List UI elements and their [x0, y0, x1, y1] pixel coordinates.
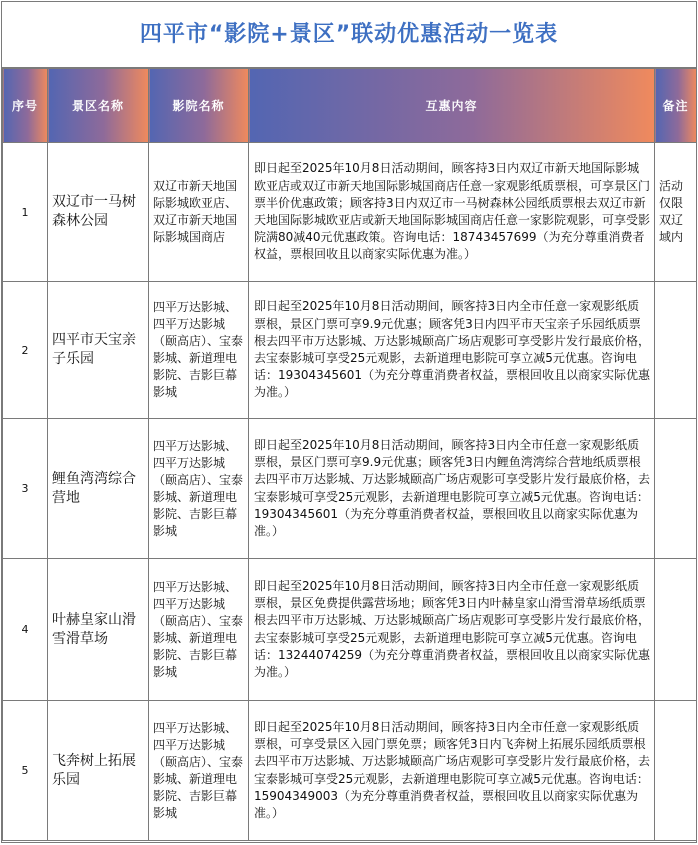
promotion-table: [2, 68, 697, 841]
row-note: [655, 701, 697, 841]
row-cinema-name: 四平万达影城、四平万达影城（颐高店）、宝泰影城、新道理电影院、吉影巨幕影城: [149, 419, 249, 559]
row-scenic-name: 飞奔树上拓展乐园: [48, 701, 149, 841]
row-note: [655, 282, 697, 419]
row-seq: 3: [3, 419, 48, 559]
row-seq: 2: [3, 282, 48, 419]
header-content: 互惠内容: [249, 69, 655, 143]
row-cinema-name: 四平万达影城、四平万达影城（颐高店）、宝泰影城、新道理电影院、吉影巨幕影城: [149, 701, 249, 841]
table-row: [3, 701, 697, 841]
row-cinema-name: 四平万达影城、四平万达影城（颐高店）、宝泰影城、新道理电影院、吉影巨幕影城: [149, 282, 249, 419]
row-content: 即日起至2025年10月8日活动期间，顾客持3日内双辽市新天地国际影城欧亚店或双辽市新天地国际影城国商店任意一家观影纸质票根，可享景区门票半价优惠政策；顾客持3日内双辽市一马树森林公园纸质票根去双辽市新天地国际影城欧亚店或新天地国际影城国商店任意一家影院观影，可享受影院满80减40元优惠政策。咨询电话：18743457699（为充分尊重消费者权益，票根回收且以商家实际优惠为准。）: [249, 143, 655, 282]
row-scenic-name: 叶赫皇家山滑雪滑草场: [48, 559, 149, 701]
row-content: 即日起至2025年10月8日活动期间，顾客持3日内全市任意一家观影纸质票根，景区免费提供露营场地；顾客凭3日内叶赫皇家山滑雪滑草场纸质票根去四平市万达影城、万达影城颐高广场店观影可享受影片发行最底价格，去宝泰影城可享受25元观影，去新道理电影院可享立减5元优惠。咨询电话：13244074259（为充分尊重消费者权益，票根回收且以商家实际优惠为准。）: [249, 559, 655, 701]
header-note: 备注: [655, 69, 697, 143]
row-cinema-name: 双辽市新天地国际影城欧亚店、双辽市新天地国际影城国商店: [149, 143, 249, 282]
row-content: 即日起至2025年10月8日活动期间，顾客持3日内全市任意一家观影纸质票根，可享受景区入园门票免票；顾客凭3日内飞奔树上拓展乐园纸质票根去四平市万达影城、万达影城颐高广场店观影可享受影片发行最底价格，去宝泰影城可享受25元观影，去新道理电影院可享立减5元优惠。咨询电话：15904349003（为充分尊重消费者权益，票根回收且以商家实际优惠为准。）: [249, 701, 655, 841]
row-note: [655, 559, 697, 701]
table-header-row: [3, 69, 697, 143]
table-row: [3, 419, 697, 559]
table-row: [3, 143, 697, 282]
row-content: 即日起至2025年10月8日活动期间，顾客持3日内全市任意一家观影纸质票根，景区门票可享9.9元优惠；顾客凭3日内鲤鱼湾湾综合营地纸质票根去四平市万达影城、万达影城颐高广场店观影可享受影片发行最底价格，去宝泰影城可享受25元观影，去新道理电影院可享立减5元优惠。咨询电话：19304345601（为充分尊重消费者权益，票根回收且以商家实际优惠为准。）: [249, 419, 655, 559]
row-scenic-name: 四平市天宝亲子乐园: [48, 282, 149, 419]
row-seq: 1: [3, 143, 48, 282]
row-seq: 4: [3, 559, 48, 701]
sheet: [1, 1, 697, 843]
row-note: 活动仅限双辽域内: [655, 143, 697, 282]
row-seq: 5: [3, 701, 48, 841]
header-cinema: 影院名称: [149, 69, 249, 143]
header-seq: 序号: [3, 69, 48, 143]
row-scenic-name: 鲤鱼湾湾综合营地: [48, 419, 149, 559]
header-scenic: 景区名称: [48, 69, 149, 143]
row-cinema-name: 四平万达影城、四平万达影城（颐高店）、宝泰影城、新道理电影院、吉影巨幕影城: [149, 559, 249, 701]
row-scenic-name: 双辽市一马树森林公园: [48, 143, 149, 282]
table-row: [3, 559, 697, 701]
page-title: 四平市“影院+景区”联动优惠活动一览表: [2, 2, 696, 68]
table-row: [3, 282, 697, 419]
row-content: 即日起至2025年10月8日活动期间，顾客持3日内全市任意一家观影纸质票根，景区门票可享9.9元优惠；顾客凭3日内四平市天宝亲子乐园纸质票根去四平市万达影城、万达影城颐高广场店观影可享受影片发行最底价格，去宝泰影城可享受25元观影，去新道理电影院可享立减5元优惠。咨询电话：19304345601（为充分尊重消费者权益，票根回收且以商家实际优惠为准。）: [249, 282, 655, 419]
row-note: [655, 419, 697, 559]
